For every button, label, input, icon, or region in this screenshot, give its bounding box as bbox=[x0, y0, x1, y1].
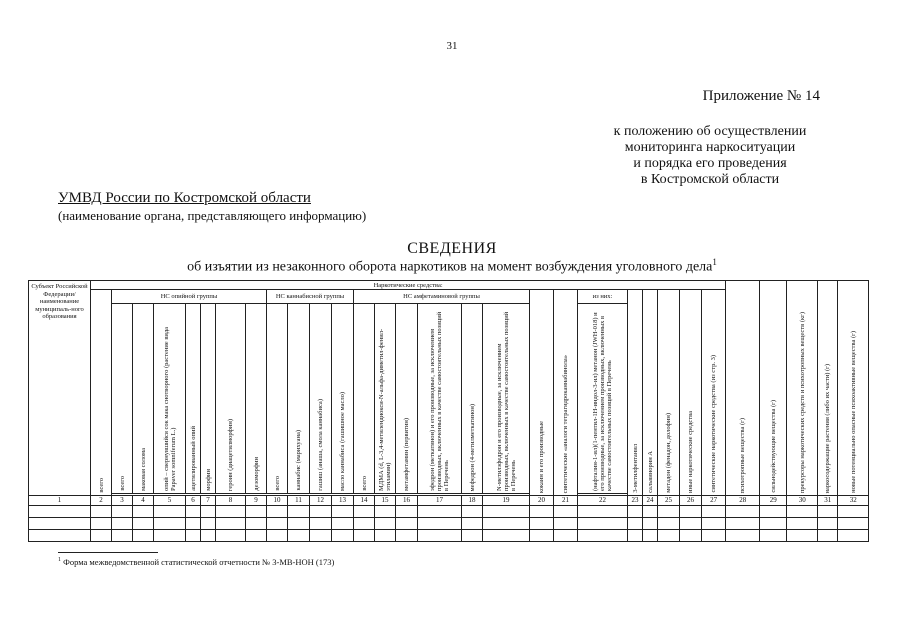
table-cell bbox=[578, 506, 628, 518]
column-number: 25 bbox=[658, 496, 680, 506]
table-cell bbox=[787, 530, 818, 542]
table-cell bbox=[288, 518, 310, 530]
column-number: 11 bbox=[288, 496, 310, 506]
header-methamphetamine: метамфетамин (первитин) bbox=[396, 304, 418, 494]
footnote bbox=[58, 557, 334, 567]
table-cell bbox=[726, 518, 760, 530]
table-cell bbox=[628, 530, 643, 542]
column-number: 9 bbox=[246, 496, 267, 506]
table-cell bbox=[112, 518, 133, 530]
table-cell bbox=[375, 530, 396, 542]
table-cell bbox=[201, 518, 216, 530]
table-cell bbox=[760, 530, 787, 542]
header-methadone: метадон (фенадон, долофин) bbox=[658, 290, 680, 496]
regulation-line: к положению об осуществлении bbox=[613, 124, 807, 139]
header-n-methylephedrone: N-метилэфедрон и его производные, за исключением производных, включенных в качестве самостоятельных позиций в Перечень bbox=[483, 304, 530, 494]
header-new-psychoactive: новые потенциально опасные психоактивные вещества (г) bbox=[838, 281, 869, 496]
header-opium-total: всего bbox=[112, 304, 133, 494]
table-cell bbox=[658, 530, 680, 542]
table-cell bbox=[658, 506, 680, 518]
table-cell bbox=[310, 518, 332, 530]
header-thc-analogues: синтетические «аналоги тетрагидроканнабинола» bbox=[554, 290, 578, 496]
header-poppy-straw: маковая солома bbox=[133, 304, 154, 494]
column-number: 21 bbox=[554, 496, 578, 506]
table-cell bbox=[154, 506, 186, 518]
header-cannabis-total: всего bbox=[267, 304, 288, 494]
header-hashish: гашиш (анаша, смола каннабиса) bbox=[310, 304, 332, 494]
table-cell bbox=[133, 518, 154, 530]
table-cell bbox=[680, 530, 702, 542]
header-desomorphine: дезоморфин bbox=[246, 304, 267, 494]
column-number: 2 bbox=[91, 496, 112, 506]
table-cell bbox=[154, 530, 186, 542]
table-cell bbox=[133, 530, 154, 542]
table-cell bbox=[530, 506, 554, 518]
header-synthetic-narcotics: синтетические наркотические средства (из стр. 3) bbox=[702, 290, 726, 496]
table-cell bbox=[787, 518, 818, 530]
table-cell bbox=[680, 518, 702, 530]
column-number: 30 bbox=[787, 496, 818, 506]
table-cell bbox=[702, 530, 726, 542]
table-cell bbox=[288, 530, 310, 542]
column-number: 31 bbox=[818, 496, 838, 506]
header-mephedrone: мефедрон (4-метилметкатинон) bbox=[462, 304, 483, 494]
table-cell bbox=[726, 530, 760, 542]
header-potent-substances: сильнодействующие вещества (г) bbox=[760, 281, 787, 496]
table-cell bbox=[112, 506, 133, 518]
column-number: 17 bbox=[418, 496, 462, 506]
table-cell bbox=[396, 518, 418, 530]
table-cell bbox=[818, 506, 838, 518]
table-cell bbox=[628, 506, 643, 518]
header-precursors: прекурсоры наркотических средств и психотропных веществ (кг) bbox=[787, 281, 818, 496]
column-number: 18 bbox=[462, 496, 483, 506]
table-cell bbox=[29, 506, 91, 518]
table-cell bbox=[267, 530, 288, 542]
header-heroin: героин (диацетилморфин) bbox=[216, 304, 246, 494]
table-cell bbox=[760, 506, 787, 518]
footnote-reference: 1 bbox=[712, 257, 717, 267]
header-cannabis-oil: масло каннабиса (гашишное масло) bbox=[332, 304, 354, 494]
table-cell bbox=[760, 518, 787, 530]
table-cell bbox=[838, 506, 869, 518]
table-cell bbox=[201, 506, 216, 518]
organization-name: УМВД России по Костромской области bbox=[58, 190, 311, 206]
table-cell bbox=[246, 506, 267, 518]
column-number: 26 bbox=[680, 496, 702, 506]
table-cell bbox=[578, 518, 628, 530]
column-number: 29 bbox=[760, 496, 787, 506]
table-cell bbox=[186, 518, 201, 530]
header-jwh-018: (нафталин-1-ил)(1-пентил-1Н-индол-3-ил) метанон (JWH-018) и его производные, за исключением производных, включенных в качестве самостоятельных позиций в Перечень bbox=[578, 304, 628, 494]
header-psychotropic: психотропные вещества (г) bbox=[726, 281, 760, 496]
column-number: 24 bbox=[643, 496, 658, 506]
table-cell bbox=[483, 530, 530, 542]
table-cell bbox=[643, 530, 658, 542]
seizure-report-table bbox=[28, 280, 869, 542]
header-narcotic-plants: наркосодержащие растения (либо их части) (г) bbox=[818, 281, 838, 496]
table-cell bbox=[216, 518, 246, 530]
table-cell bbox=[310, 506, 332, 518]
table-cell bbox=[267, 506, 288, 518]
header-3-methylfentanyl: 3-метилфентанил bbox=[628, 290, 643, 496]
column-number: 8 bbox=[216, 496, 246, 506]
column-number: 32 bbox=[838, 496, 869, 506]
column-number: 12 bbox=[310, 496, 332, 506]
table-cell bbox=[91, 518, 112, 530]
footnote-separator bbox=[58, 552, 158, 553]
header-opium: опий – свернувшийся сок мака снотворного (растение вида Papaver somniferum L.) bbox=[154, 304, 186, 494]
cannabis-group-header: НС каннабисной группы bbox=[267, 290, 354, 304]
table-cell bbox=[112, 530, 133, 542]
table-cell bbox=[483, 506, 530, 518]
table-cell bbox=[462, 530, 483, 542]
table-cell bbox=[726, 506, 760, 518]
column-number: 16 bbox=[396, 496, 418, 506]
table-cell bbox=[267, 518, 288, 530]
opium-group-header: НС опийной группы bbox=[112, 290, 267, 304]
column-number: 28 bbox=[726, 496, 760, 506]
table-cell bbox=[818, 530, 838, 542]
column-number: 5 bbox=[154, 496, 186, 506]
appendix-label: Приложение № 14 bbox=[702, 88, 820, 104]
column-number: 23 bbox=[628, 496, 643, 506]
table-cell bbox=[201, 530, 216, 542]
page-number: 31 bbox=[446, 40, 458, 52]
header-morphine: морфин bbox=[201, 304, 216, 494]
column-number: 15 bbox=[375, 496, 396, 506]
table-cell bbox=[154, 518, 186, 530]
column-number: 20 bbox=[530, 496, 554, 506]
table-cell bbox=[554, 530, 578, 542]
table-cell bbox=[702, 506, 726, 518]
column-number: 1 bbox=[29, 496, 91, 506]
table-cell bbox=[658, 518, 680, 530]
table-cell bbox=[216, 530, 246, 542]
table-cell bbox=[462, 506, 483, 518]
header-cannabis-marijuana: каннабис (марихуана) bbox=[288, 304, 310, 494]
column-number: 27 bbox=[702, 496, 726, 506]
of-them-header: из них: bbox=[578, 290, 628, 304]
table-cell bbox=[818, 518, 838, 530]
table-cell bbox=[680, 506, 702, 518]
table-cell bbox=[375, 506, 396, 518]
table-cell bbox=[418, 518, 462, 530]
table-cell bbox=[396, 530, 418, 542]
table-cell bbox=[186, 506, 201, 518]
organization-caption: (наименование органа, представляющего информацию) bbox=[58, 208, 367, 223]
table-row bbox=[29, 518, 869, 530]
table-cell bbox=[643, 506, 658, 518]
header-other-narcotics: иные наркотические средства bbox=[680, 290, 702, 496]
table-cell bbox=[354, 506, 375, 518]
narcotics-header: Наркотические средства: bbox=[91, 281, 726, 290]
column-number: 7 bbox=[201, 496, 216, 506]
table-cell bbox=[246, 518, 267, 530]
table-cell bbox=[375, 518, 396, 530]
table-cell bbox=[628, 518, 643, 530]
header-mdma: МДМА (d, L-3,4-метилендиокси-N-альфа-диметил-фенил-этиламин) bbox=[375, 304, 396, 494]
table-cell bbox=[29, 530, 91, 542]
amphetamine-group-header: НС амфетаминовой группы bbox=[354, 290, 530, 304]
table-cell bbox=[29, 518, 91, 530]
table-cell bbox=[310, 530, 332, 542]
header-ephedrone: эфедрон (меткатинон) и его производные, за исключением производных, включенных в качестве самостоятельных позиций в Перечень bbox=[418, 304, 462, 494]
column-number: 10 bbox=[267, 496, 288, 506]
table-cell bbox=[91, 506, 112, 518]
table-cell bbox=[354, 530, 375, 542]
document-subtitle bbox=[0, 257, 904, 276]
header-amphetamine-total: всего bbox=[354, 304, 375, 494]
column-number: 13 bbox=[332, 496, 354, 506]
table-cell bbox=[483, 518, 530, 530]
table-cell bbox=[530, 518, 554, 530]
table-cell bbox=[578, 530, 628, 542]
column-number: 19 bbox=[483, 496, 530, 506]
table-row bbox=[29, 530, 869, 542]
table-cell bbox=[418, 506, 462, 518]
table-cell bbox=[462, 518, 483, 530]
table-cell bbox=[418, 530, 462, 542]
document-title: СВЕДЕНИЯ bbox=[407, 240, 497, 257]
table-row bbox=[29, 506, 869, 518]
column-number-row bbox=[29, 496, 869, 506]
table-cell bbox=[838, 518, 869, 530]
column-number: 3 bbox=[112, 496, 133, 506]
regulation-line: мониторинга наркоситуации bbox=[624, 140, 796, 155]
table-cell bbox=[787, 506, 818, 518]
footnote-mark: 1 bbox=[58, 557, 61, 564]
footnote-text: Форма межведомственной статистической отчетности № 3-МВ-НОН (173) bbox=[61, 557, 335, 567]
column-number: 22 bbox=[578, 496, 628, 506]
header-narcotics-total: всего bbox=[91, 290, 112, 496]
header-salvinorin-a: сальвинорин А bbox=[643, 290, 658, 496]
column-number: 4 bbox=[133, 496, 154, 506]
table-cell bbox=[332, 506, 354, 518]
table-cell bbox=[396, 506, 418, 518]
table-cell bbox=[246, 530, 267, 542]
table-cell bbox=[554, 518, 578, 530]
column-number: 6 bbox=[186, 496, 201, 506]
regulation-line: и порядка его проведения bbox=[633, 156, 787, 171]
table-cell bbox=[216, 506, 246, 518]
column-number: 14 bbox=[354, 496, 375, 506]
table-cell bbox=[91, 530, 112, 542]
header-acetylated-opium: ацетилированный опий bbox=[186, 304, 201, 494]
table-cell bbox=[554, 506, 578, 518]
subtitle-text: об изъятии из незаконного оборота наркотиков на момент возбуждения уголовного дела bbox=[187, 259, 713, 275]
table-cell bbox=[332, 518, 354, 530]
regulation-line: в Костромской области bbox=[640, 172, 780, 187]
table-cell bbox=[133, 506, 154, 518]
subject-header: Субъект Российской Федерации/ наименование муниципаль-ного образования bbox=[29, 281, 91, 496]
table-cell bbox=[186, 530, 201, 542]
table-cell bbox=[354, 518, 375, 530]
table-cell bbox=[288, 506, 310, 518]
regulation-reference bbox=[560, 124, 860, 188]
table-cell bbox=[332, 530, 354, 542]
table-cell bbox=[702, 518, 726, 530]
table-cell bbox=[530, 530, 554, 542]
table-cell bbox=[838, 530, 869, 542]
table-cell bbox=[643, 518, 658, 530]
header-cocaine: кокаин и его производные bbox=[530, 290, 554, 496]
